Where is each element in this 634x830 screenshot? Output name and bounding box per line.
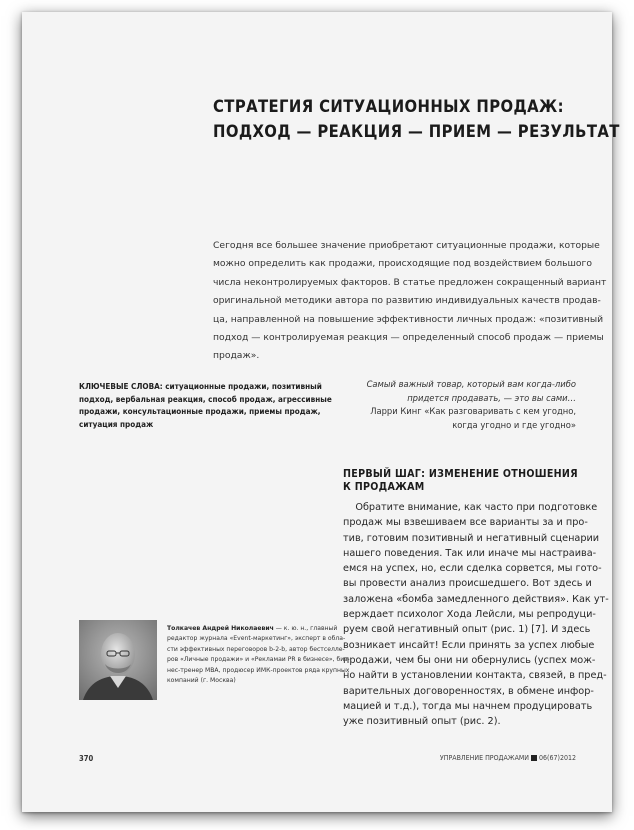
author-info-line: нес-тренер MBA, продюсер ИМК-проектов ряда крупных [167,666,350,674]
body-line: возникает инсайт! Если принять за успех любые [343,639,595,651]
lead-line: подход — контролируемая реакция — определенный способ продаж — приемы [213,332,604,344]
author-info-line: сти эффективных переговоров b-2-b, автор бестселле- [167,645,345,653]
lead-line: продаж». [213,350,260,362]
square-bullet-icon [531,755,537,761]
article-title [213,94,620,144]
article-title-line: ПОДХОД — РЕАКЦИЯ — ПРИЕМ — РЕЗУЛЬТАТ [213,122,620,141]
body-line: руем свой негативный опыт (рис. 1) [7]. И здесь [343,624,591,636]
body-line: мацией и т.д.), тогда мы начнем продуцировать [343,700,593,712]
body-line: нашего поведения. Так или иначе мы настраива- [343,547,597,559]
body-line: Обратите внимание, как часто при подготовке [343,502,598,513]
article-body [343,500,609,729]
epigraph-attribution-line: когда угодно и где угодно» [452,419,576,430]
keywords-line: продажи, консультационные продажи, приемы продаж, [79,406,321,416]
page-number: 370 [79,754,94,763]
body-line: уже позитивный опыт (рис. 2). [343,716,501,728]
section-heading-line: ПЕРВЫЙ ШАГ: ИЗМЕНЕНИЕ ОТНОШЕНИЯ [343,467,578,480]
author-info-line: компаний (г. Москва) [167,677,236,685]
body-line: верждает психолог Хода Лейсли, мы репродуци- [343,609,596,621]
author-portrait-image [79,620,157,700]
keywords-line: КЛЮЧЕВЫЕ СЛОВА: ситуационные продажи, позитивный [79,381,322,391]
journal-name: УПРАВЛЕНИЕ ПРОДАЖАМИ [439,754,530,762]
journal-issue: 06(67)2012 [539,754,576,762]
magazine-page [22,12,620,812]
body-line: заложена «бомба замедленного действия». Как ут- [343,593,609,605]
body-line: тив, готовим позитивный и негативный сценарии [343,532,600,544]
article-title-line: СТРАТЕГИЯ СИТУАЦИОННЫХ ПРОДАЖ: [213,97,564,116]
keywords-block [79,380,332,430]
lead-line: оригинальной методики автора по развитию индивидуальных качеств продав- [213,295,601,307]
lead-line: можно определить как продажи, происходящие под воздействием большого [213,258,592,270]
epigraph-attribution-line: Ларри Кинг «Как разговаривать с кем угодно, [370,406,576,417]
section-heading-line: К ПРОДАЖАМ [343,480,425,493]
author-info-line [167,624,337,634]
body-line: продажи, чем бы они ни обернулись (успех мож- [343,654,596,666]
article-lead [213,237,607,366]
body-line: продаж мы взвешиваем все варианты за и про- [343,517,588,529]
lead-line: числа неконтролируемых факторов. В статье предложен сокращенный вариант [213,276,607,288]
author-name: Толкачев Андрей Николаевич [167,625,274,632]
lead-line: Сегодня все большее значение приобретают ситуационные продажи, которые [213,240,600,251]
author-info-line: редактор журнала «Event-маркетинг», эксперт в обла- [167,635,346,643]
epigraph-quote-line: Самый важный товар, который вам когда-либо [366,379,576,389]
author-info [167,624,350,686]
body-line: но найти в установлении контакта, связей, в пред- [343,670,607,682]
author-bio-first: — к. ю. н., главный [273,625,338,632]
journal-footer [440,754,576,762]
author-info-line: ров «Личные продажи» и «Рекламаи PR в бизнесе», биз- [167,656,350,664]
body-line: варительных договоренностях, в обмене инфор- [343,685,594,697]
body-line: вы провести анализ происшедшего. Вот здесь и [343,578,592,590]
keywords-line: подход, вербальная реакция, способ продаж, агрессивные [79,393,332,404]
body-line: емся на успех, но, если сделка сорвется, мы гото- [343,563,602,575]
keywords-line: ситуация продаж [79,418,154,429]
epigraph [316,378,576,432]
author-photo [79,620,157,700]
lead-line: ца, направленной на повышение эффективности личных продаж: «позитивный [213,313,604,325]
epigraph-quote-line: придется продавать, — это вы сами… [407,392,576,403]
section-heading [343,468,593,494]
